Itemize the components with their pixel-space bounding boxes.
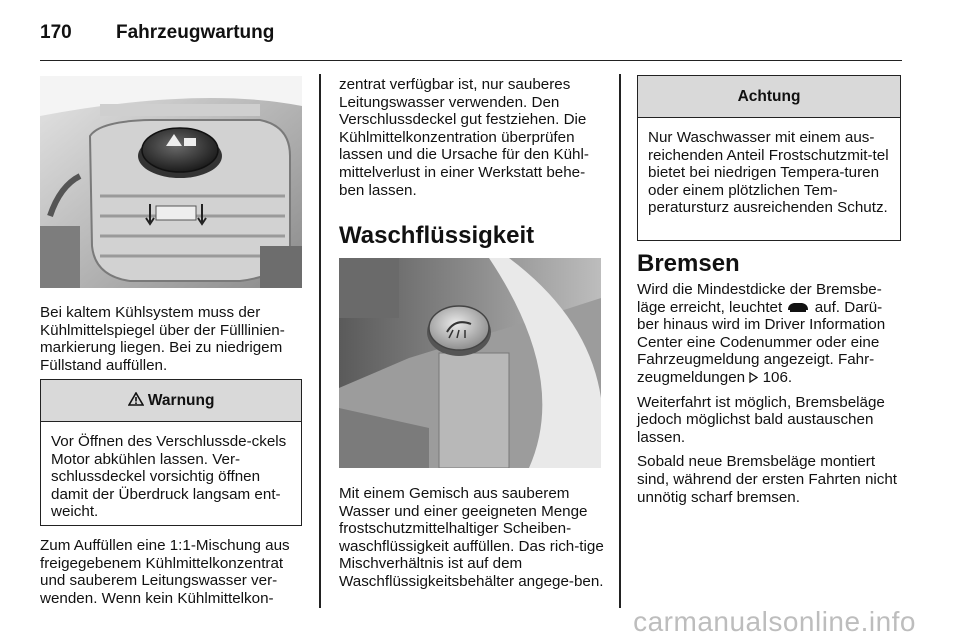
column-2 xyxy=(339,76,605,206)
brake-pad-text-start: Wird die Mindestdicke der Bremsbe-läge erreicht, leuchtet xyxy=(637,281,882,316)
warning-box xyxy=(40,379,302,526)
coolant-continued-paragraph: zentrat verfügbar ist, nur sauberes Leitungswasser verwenden. Den Verschlussdeckel gut festziehen. Die Kühlmittelkonzentration überprüfen lassen und die Ursache für den Kühl-mittelverlust in einer Werkstatt behe-ben lassen. xyxy=(339,76,589,199)
page-number: 170 xyxy=(40,22,72,43)
refill-paragraph: Zum Auffüllen eine 1:1-Mischung aus freigegebenem Kühlmittelkonzentrat und sauberem Leitungswasser ver-wenden. Wenn kein Kühlmittelkon- xyxy=(40,537,290,607)
warning-title: Warnung xyxy=(147,392,215,409)
warning-text: Vor Öffnen des Verschlussde-ckels Motor abkühlen lassen. Ver-schlussdeckel vorsichtig öffnen damit der Überdruck langsam ent-weicht. xyxy=(51,433,287,521)
column-divider xyxy=(619,74,621,608)
page-reference-arrow-icon xyxy=(749,369,762,386)
column-divider xyxy=(319,74,321,608)
column-2-lower xyxy=(339,485,605,598)
coolant-reservoir-photo xyxy=(40,76,302,288)
brake-pad-warning-icon xyxy=(786,299,814,316)
column-1-lower xyxy=(40,537,305,614)
caution-header: Achtung xyxy=(638,76,900,118)
page-header xyxy=(40,20,902,61)
coolant-level-paragraph: Bei kaltem Kühlsystem muss der Kühlmittelspiegel über der Fülllinien-markierung liegen. Bei zu niedrigem Füllstand auffüllen. xyxy=(40,304,285,374)
warning-header xyxy=(41,380,301,422)
washer-mix-paragraph: Mit einem Gemisch aus sauberem Wasser und einer geeigneten Menge frostschutzmittelhaltiger Scheiben-waschflüssigkeit auffüllen. Das rich-tige Mischverhältnis ist auf dem Waschflüssigkeitsbehälter angege-ben. xyxy=(339,485,604,590)
caution-box xyxy=(637,75,901,241)
page-reference[interactable]: 106. xyxy=(762,368,793,386)
warning-triangle-icon xyxy=(128,392,148,409)
page-title: Fahrzeugwartung xyxy=(116,22,275,43)
column-1 xyxy=(40,304,305,381)
brake-pad-paragraph xyxy=(637,281,903,387)
washer-reservoir-photo xyxy=(339,258,601,468)
caution-text: Nur Waschwasser mit einem aus-reichenden Anteil Frostschutzmit-tel bietet bei niedrigen Tempera-turen oder einem plötzlichen Tem-peratursturz ausreichenden Schutz. xyxy=(648,129,889,217)
column-3 xyxy=(637,281,903,513)
brake-pad-text-end: auf. Darü-ber hinaus wird im Driver Information Center eine Codenummer oder eine Fahrzeugmeldung angezeigt. Fahr-zeugmeldungen xyxy=(637,298,886,386)
watermark: carmanualsonline.info xyxy=(633,606,916,637)
new-pads-paragraph: Sobald neue Bremsbeläge montiert sind, während der ersten Fahrten nicht unnötig scharf bremsen. xyxy=(637,453,898,506)
continue-driving-paragraph: Weiterfahrt ist möglich, Bremsbeläge jedoch möglichst bald austauschen lassen. xyxy=(637,393,885,446)
washer-fluid-heading: Waschflüssigkeit xyxy=(339,222,535,249)
brakes-heading: Bremsen xyxy=(637,250,740,277)
